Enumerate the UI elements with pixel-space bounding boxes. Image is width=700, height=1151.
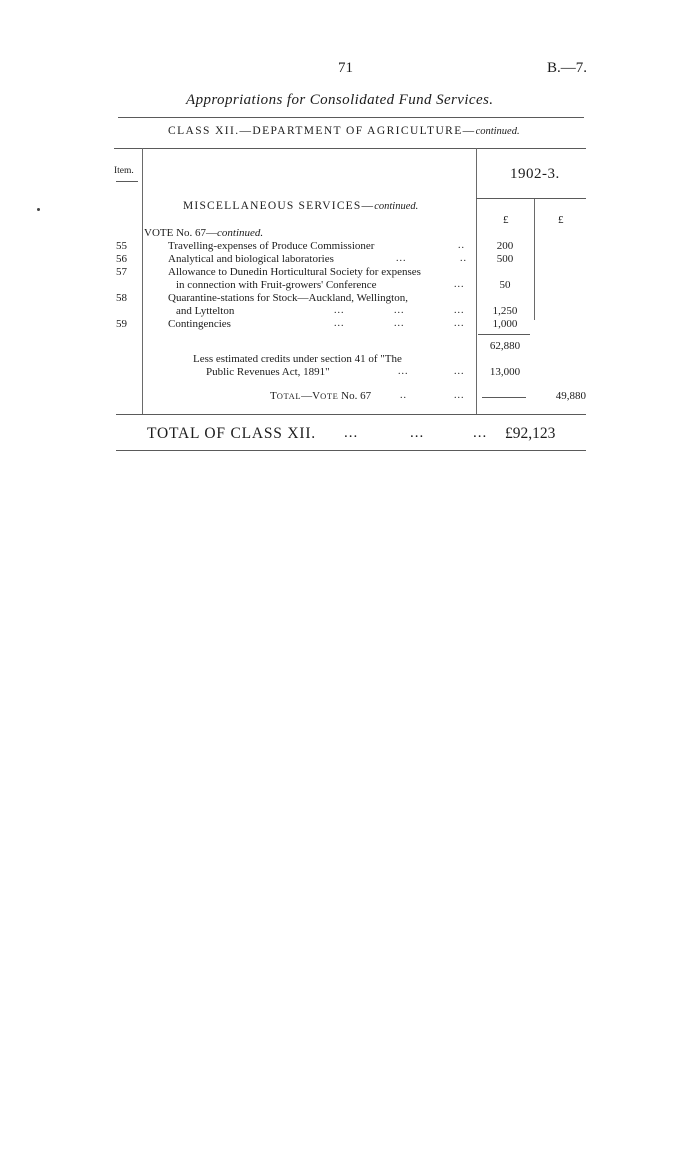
leader-dots: ...	[396, 253, 407, 264]
rule-table-top	[114, 148, 586, 149]
pound-symbol-amount: £	[503, 214, 509, 226]
item-description-continued: in connection with Fruit-growers' Conference	[176, 279, 377, 291]
rule-bottom	[116, 450, 586, 451]
page-subtitle: Appropriations for Consolidated Fund Services.	[186, 92, 494, 108]
item-description: Quarantine-stations for Stock—Auckland, Wellington,	[168, 292, 408, 304]
page-number: 71	[338, 60, 353, 76]
item-header-underline	[116, 181, 138, 182]
pound-symbol-total: £	[558, 214, 564, 226]
total-column-divider	[534, 198, 535, 320]
leader-dots: ...	[473, 425, 488, 441]
leader-dots: ...	[454, 305, 465, 316]
class-total-amount: £92,123	[505, 425, 556, 442]
vote-label: VOTE No. 67—continued.	[144, 227, 264, 239]
leader-dots: ...	[398, 366, 409, 377]
rule-table-bottom	[116, 414, 586, 415]
item-amount: 1,000	[492, 318, 518, 330]
vote-total-dash	[482, 397, 526, 398]
item-description-continued: and Lyttelton	[176, 305, 235, 317]
class-total-label: TOTAL OF CLASS XII.	[147, 425, 316, 442]
rule-top	[118, 117, 584, 118]
year-column-header: 1902-3.	[510, 166, 560, 182]
leader-dots: ...	[454, 318, 465, 329]
document-reference: B.—7.	[547, 60, 588, 76]
item-number: 55	[116, 240, 127, 252]
less-credits-line-2: Public Revenues Act, 1891"	[206, 366, 330, 378]
leader-dots: ..	[400, 390, 407, 401]
amount-column-divider	[476, 148, 477, 414]
less-credits-amount: 13,000	[489, 366, 521, 378]
section-title: MISCELLANEOUS SERVICES—continued.	[183, 200, 419, 212]
subtotal-rule	[478, 334, 530, 335]
item-amount: 500	[496, 253, 514, 265]
item-amount: 200	[496, 240, 514, 252]
item-column-divider	[142, 148, 143, 414]
item-description: Contingencies	[168, 318, 231, 330]
leader-dots: ...	[410, 425, 425, 441]
item-column-header: Item.	[114, 166, 134, 176]
leader-dots: ...	[334, 305, 345, 316]
paper-speck	[37, 208, 40, 211]
item-number: 56	[116, 253, 127, 265]
leader-dots: ...	[344, 425, 359, 441]
item-description: Allowance to Dunedin Horticultural Society for expenses	[168, 266, 421, 278]
item-number: 59	[116, 318, 127, 330]
leader-dots: ...	[454, 390, 465, 401]
leader-dots: ...	[394, 318, 405, 329]
item-description: Travelling-expenses of Produce Commissioner	[168, 240, 375, 252]
item-number: 57	[116, 266, 127, 278]
leader-dots: ...	[394, 305, 405, 316]
item-amount: 1,250	[492, 305, 518, 317]
item-amount: 50	[499, 279, 511, 291]
leader-dots: ...	[454, 366, 465, 377]
leader-dots: ...	[334, 318, 345, 329]
leader-dots: ..	[458, 240, 465, 251]
vote-total-label: TOTAL—VOTE No. 67	[270, 390, 372, 402]
vote-total-amount: 49,880	[555, 390, 586, 402]
leader-dots: ..	[460, 253, 467, 264]
item-description: Analytical and biological laboratories	[168, 253, 334, 265]
subtotal-amount: 62,880	[489, 340, 521, 352]
leader-dots: ...	[454, 279, 465, 290]
item-number: 58	[116, 292, 127, 304]
year-header-rule	[476, 198, 586, 199]
less-credits-line-1: Less estimated credits under section 41 of "The	[193, 353, 402, 365]
class-heading: CLASS XII.—DEPARTMENT OF AGRICULTURE—continued.	[168, 125, 520, 137]
